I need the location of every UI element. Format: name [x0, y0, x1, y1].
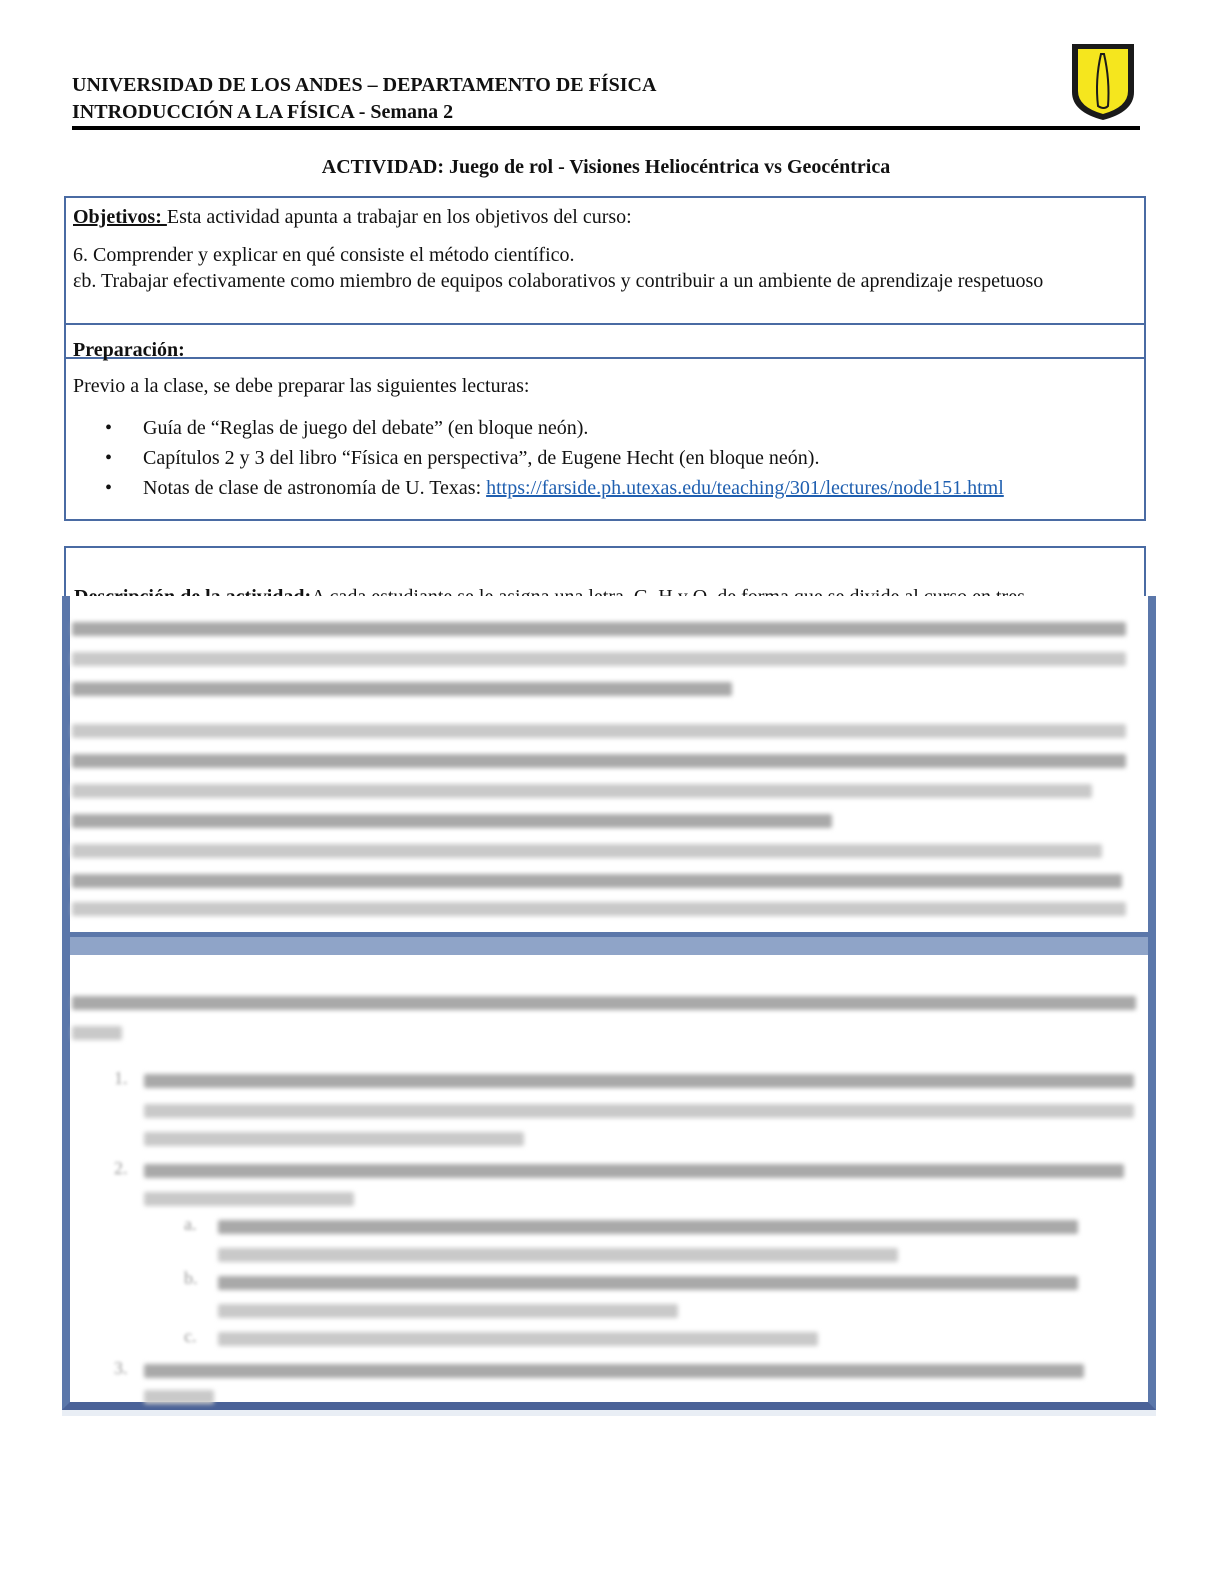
bullet-icon: • — [105, 477, 113, 499]
bullet-icon: • — [105, 447, 113, 469]
obscured-text-line — [72, 754, 1126, 768]
obscured-text-line — [144, 1192, 354, 1206]
header-line-1: UNIVERSIDAD DE LOS ANDES – DEPARTAMENTO DE FÍSICA — [72, 74, 657, 96]
obscured-text-line — [218, 1332, 818, 1346]
obscured-text-line — [72, 622, 1126, 636]
reading-item: • Capítulos 2 y 3 del libro “Física en perspectiva”, de Eugene Hecht (en bloque neón). — [143, 443, 1137, 473]
list-marker: 2. — [114, 1158, 128, 1178]
header-line-2: INTRODUCCIÓN A LA FÍSICA - Semana 2 — [72, 101, 454, 123]
obscured-text-line — [218, 1220, 1078, 1234]
obscured-text-line — [144, 1390, 214, 1404]
obscured-text-line — [72, 996, 1136, 1010]
obscured-content-overlay — [62, 596, 1156, 1410]
preparation-section — [66, 359, 1144, 509]
obscured-text-line — [72, 874, 1122, 888]
obscured-text-line — [72, 724, 1126, 738]
obscured-text-line — [72, 814, 832, 828]
table-divider — [70, 932, 1148, 955]
list-marker: b. — [184, 1268, 198, 1288]
obscured-text-line — [144, 1104, 1134, 1118]
objectives-section — [66, 198, 1144, 325]
readings-list — [73, 413, 1137, 503]
list-marker: a. — [184, 1214, 197, 1234]
obscured-text-line — [144, 1364, 1084, 1378]
obscured-text-line — [72, 682, 732, 696]
bullet-icon: • — [105, 417, 113, 439]
university-shield-logo-icon — [1068, 40, 1138, 122]
obscured-text-line — [72, 1026, 122, 1040]
reading-item: • Notas de clase de astronomía de U. Texas: https://farside.ph.utexas.edu/teaching/301/lectures/node151.html — [143, 473, 1137, 503]
reading-item: • Guía de “Reglas de juego del debate” (en bloque neón). — [143, 413, 1137, 443]
obscured-text-line — [144, 1164, 1124, 1178]
list-marker: 1. — [114, 1068, 128, 1088]
document-header — [72, 72, 656, 126]
list-marker: 3. — [114, 1358, 128, 1378]
objective-item: εb. Trabajar efectivamente como miembro de equipos colaborativos y contribuir a un ambiente de aprendizaje respetuoso — [73, 270, 1044, 292]
obscured-text-line — [72, 844, 1102, 858]
objective-item: 6. Comprender y explicar en qué consiste el método científico. — [73, 244, 575, 266]
objectives-label: Objetivos: — [73, 206, 167, 228]
obscured-text-line — [218, 1248, 898, 1262]
obscured-text-line — [144, 1074, 1134, 1088]
utexas-notes-link[interactable]: https://farside.ph.utexas.edu/teaching/301/lectures/node151.html — [486, 477, 1004, 499]
list-marker: c. — [184, 1326, 197, 1346]
obscured-text-line — [72, 902, 1126, 916]
obscured-text-line — [218, 1304, 678, 1318]
info-table — [64, 196, 1146, 521]
obscured-text-line — [218, 1276, 1078, 1290]
preparation-intro: Previo a la clase, se debe preparar las siguientes lecturas: — [73, 375, 530, 397]
obscured-text-line — [144, 1132, 524, 1146]
activity-title: ACTIVIDAD: Juego de rol - Visiones Heliocéntrica vs Geocéntrica — [321, 156, 891, 178]
preparation-heading: Preparación: — [66, 325, 1144, 359]
obscured-text-line — [72, 784, 1092, 798]
objectives-intro: Esta actividad apunta a trabajar en los objetivos del curso: — [166, 206, 632, 228]
obscured-text-line — [72, 652, 1126, 666]
header-divider — [72, 126, 1140, 130]
